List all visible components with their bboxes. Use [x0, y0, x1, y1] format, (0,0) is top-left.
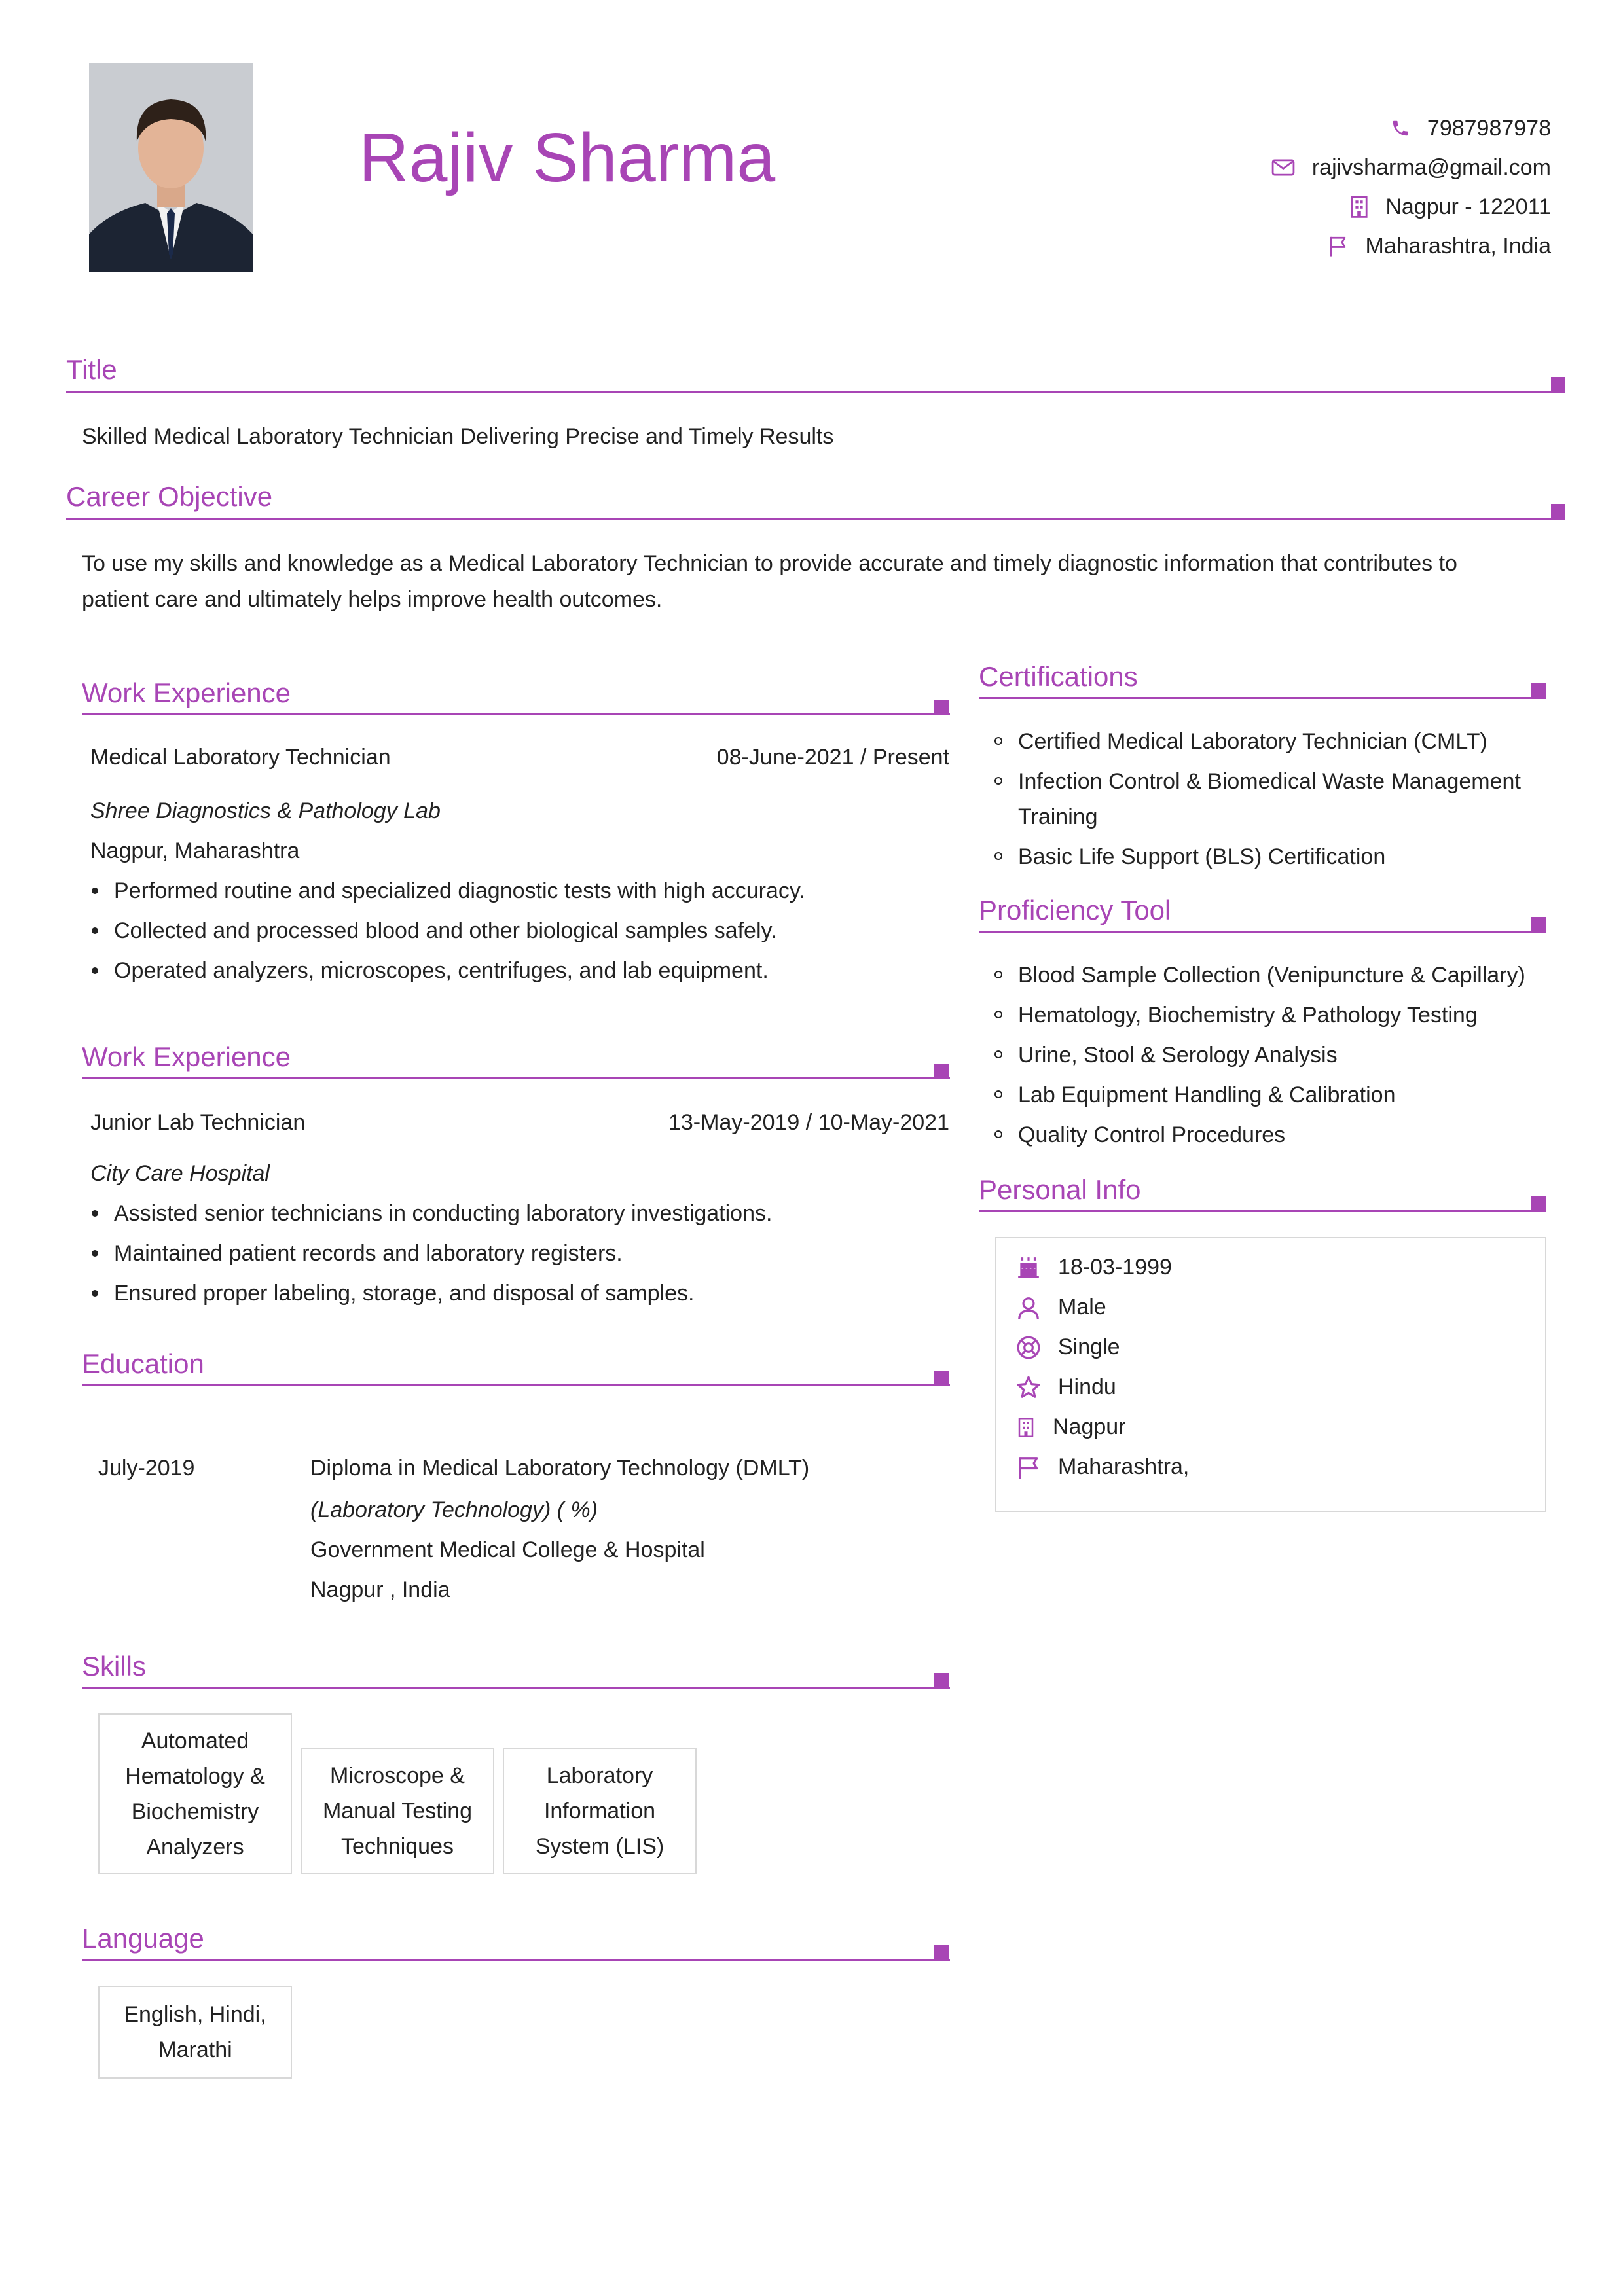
education-details — [310, 1450, 939, 1610]
contact-email — [1271, 148, 1551, 187]
work-entry — [90, 1105, 949, 1314]
personal-state — [1016, 1447, 1545, 1487]
section-divider — [66, 391, 1565, 393]
personal-info-box — [995, 1237, 1546, 1512]
contact-city — [1271, 187, 1551, 226]
section-heading-skills: Skills — [82, 1651, 147, 1681]
phone-icon — [1391, 118, 1410, 138]
certification-item: Basic Life Support (BLS) Certification — [979, 839, 1555, 874]
proficiency-item: Lab Equipment Handling & Calibration — [979, 1077, 1568, 1113]
star-icon — [1016, 1375, 1041, 1400]
contact-phone — [1271, 109, 1551, 148]
work-bullet: Collected and processed blood and other biological samples safely. — [90, 911, 949, 951]
skill-chip — [301, 1748, 494, 1874]
flag-icon — [1328, 235, 1349, 257]
lifebuoy-icon — [1016, 1335, 1041, 1360]
gender-text: Male — [1058, 1295, 1106, 1319]
section-marker — [1551, 377, 1565, 391]
skill-line: Laboratory — [546, 1763, 653, 1788]
flag-icon — [1016, 1455, 1041, 1480]
section-heading-objective: Career Objective — [66, 481, 273, 512]
religion-text: Hindu — [1058, 1374, 1116, 1399]
section-marker — [1531, 683, 1546, 698]
marital-text: Single — [1058, 1335, 1120, 1359]
work-bullet: Ensured proper labeling, storage, and disposal of samples. — [90, 1274, 949, 1314]
objective-line: patient care and ultimately helps improve health outcomes. — [82, 587, 663, 612]
certification-item: Infection Control & Biomedical Waste Management Training — [979, 764, 1555, 834]
work-bullets — [90, 1194, 949, 1314]
work-role: Junior Lab Technician — [90, 1110, 306, 1135]
contact-block — [1271, 109, 1551, 266]
skill-line: Automated — [141, 1729, 249, 1753]
section-heading-education: Education — [82, 1348, 204, 1379]
user-icon — [1016, 1295, 1041, 1320]
certification-item: Certified Medical Laboratory Technician (CMLT) — [979, 724, 1555, 759]
section-marker — [934, 1371, 949, 1385]
email-text: rajivsharma@gmail.com — [1311, 154, 1551, 180]
city-text: Nagpur — [1053, 1414, 1126, 1439]
birthday-cake-icon — [1016, 1255, 1041, 1280]
mail-icon — [1271, 158, 1295, 177]
skill-line: System (LIS) — [535, 1834, 665, 1859]
work-bullet: Assisted senior technicians in conducting laboratory investigations. — [90, 1194, 949, 1234]
section-divider — [82, 1959, 950, 1961]
section-marker — [934, 1064, 949, 1078]
title-text: Skilled Medical Laboratory Technician Delivering Precise and Timely Results — [82, 424, 834, 449]
language-chip — [98, 1986, 292, 2079]
work-dates: 08-June-2021 / Present — [716, 745, 949, 770]
section-marker — [1551, 504, 1565, 518]
skill-line: Analyzers — [146, 1835, 244, 1859]
education-institute: Government Medical College & Hospital — [310, 1537, 705, 1562]
profile-photo — [89, 63, 253, 272]
work-header — [90, 740, 949, 776]
section-divider — [66, 518, 1565, 520]
personal-marital — [1016, 1327, 1545, 1367]
proficiency-item: Urine, Stool & Serology Analysis — [979, 1037, 1568, 1073]
state-text: Maharashtra, — [1058, 1454, 1190, 1479]
section-divider — [979, 697, 1546, 699]
education-location: Nagpur , India — [310, 1577, 450, 1602]
skill-line: Information — [543, 1799, 656, 1823]
proficiency-list — [979, 958, 1568, 1157]
work-company: City Care Hospital — [90, 1161, 270, 1186]
section-heading-work: Work Experience — [82, 677, 291, 708]
section-heading-work: Work Experience — [82, 1041, 291, 1072]
phone-text: 7987987978 — [1427, 115, 1551, 141]
person-portrait-icon — [89, 63, 253, 272]
proficiency-item: Blood Sample Collection (Venipuncture & Capillary) — [979, 958, 1568, 993]
section-marker — [934, 1673, 949, 1687]
skill-line: Biochemistry — [131, 1799, 259, 1824]
section-heading-certifications: Certifications — [979, 661, 1138, 692]
objective-line: To use my skills and knowledge as a Medical Laboratory Technician to provide accurate and timely diagnostic information that contributes to — [82, 551, 1457, 576]
section-heading-title: Title — [66, 354, 117, 385]
work-location: Nagpur, Maharashtra — [90, 838, 300, 863]
section-heading-language: Language — [82, 1923, 204, 1954]
skill-line: Techniques — [340, 1834, 454, 1859]
section-heading-proficiency: Proficiency Tool — [979, 895, 1171, 925]
work-bullet: Operated analyzers, microscopes, centrifuges, and lab equipment. — [90, 951, 949, 991]
candidate-name: Rajiv Sharma — [359, 119, 776, 196]
section-divider — [82, 1687, 950, 1689]
building-icon — [1350, 196, 1368, 218]
personal-city — [1016, 1407, 1545, 1447]
proficiency-item: Quality Control Procedures — [979, 1117, 1568, 1153]
dob-text: 18-03-1999 — [1058, 1255, 1172, 1280]
work-bullet: Maintained patient records and laboratory registers. — [90, 1234, 949, 1274]
personal-dob — [1016, 1247, 1545, 1287]
section-marker — [934, 1945, 949, 1960]
skill-line: Hematology & — [125, 1764, 265, 1789]
proficiency-item: Hematology, Biochemistry & Pathology Testing — [979, 997, 1568, 1033]
certifications-list — [979, 724, 1555, 879]
section-divider — [979, 931, 1546, 933]
skill-chip — [98, 1713, 292, 1874]
education-field: (Laboratory Technology) ( %) — [310, 1498, 598, 1522]
work-company: Shree Diagnostics & Pathology Lab — [90, 798, 441, 823]
city-text: Nagpur - 122011 — [1385, 194, 1551, 219]
section-divider — [82, 713, 950, 715]
language-line: Marathi — [158, 2037, 232, 2062]
section-divider — [979, 1210, 1546, 1212]
section-marker — [934, 700, 949, 714]
language-line: English, Hindi, — [124, 2002, 266, 2027]
objective-text — [82, 546, 1555, 618]
personal-religion — [1016, 1367, 1545, 1407]
work-bullet: Performed routine and specialized diagnostic tests with high accuracy. — [90, 871, 949, 911]
section-marker — [1531, 917, 1546, 931]
section-marker — [1531, 1196, 1546, 1211]
work-dates: 13-May-2019 / 10-May-2021 — [668, 1110, 949, 1135]
work-role: Medical Laboratory Technician — [90, 745, 391, 770]
section-heading-personal: Personal Info — [979, 1174, 1141, 1205]
skill-chip — [503, 1748, 697, 1874]
work-header — [90, 1105, 949, 1141]
education-date: July-2019 — [98, 1456, 195, 1480]
contact-state — [1271, 226, 1551, 266]
work-bullets — [90, 871, 949, 991]
education-degree: Diploma in Medical Laboratory Technology (DMLT) — [310, 1456, 810, 1480]
section-divider — [82, 1077, 950, 1079]
section-divider — [82, 1384, 950, 1386]
skill-line: Microscope & — [330, 1763, 465, 1788]
personal-gender — [1016, 1287, 1545, 1327]
building-icon — [1016, 1415, 1036, 1440]
skill-line: Manual Testing — [322, 1799, 473, 1823]
state-text: Maharashtra, India — [1365, 233, 1551, 259]
work-entry — [90, 740, 949, 991]
